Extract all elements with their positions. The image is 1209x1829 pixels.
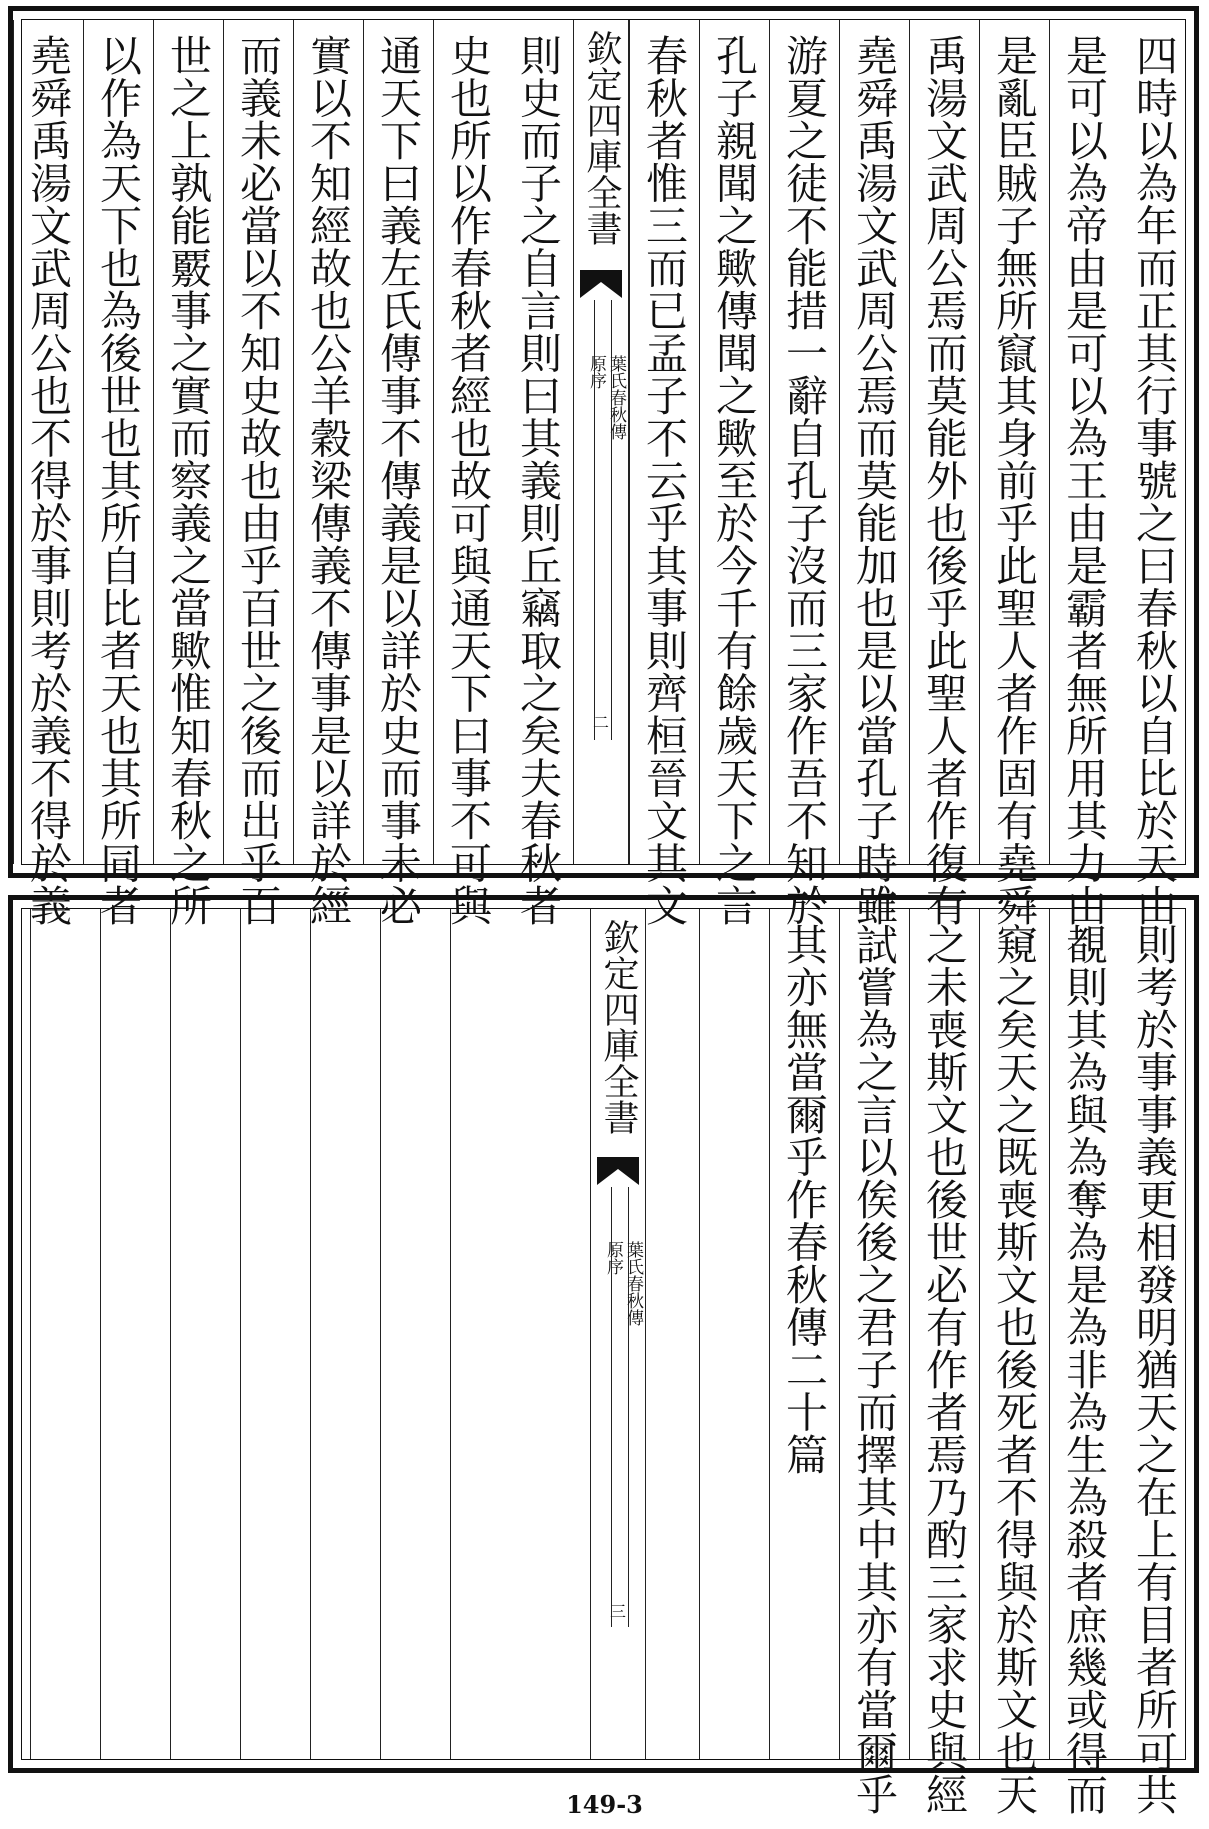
column-text: 試嘗為之言以俟後之君子而擇其中其亦有當爾乎 [850, 923, 899, 1816]
column-text: 以作為天下也為後世也其所自比者天也其所同者 [94, 34, 143, 927]
column-text: 是可以為帝由是可以為王由是霸者無所用其力由 [1060, 34, 1109, 927]
text-column [909, 909, 979, 1816]
text-column [310, 909, 380, 1759]
book-title: 欽定四庫全書 [598, 919, 639, 1135]
upper-page [8, 6, 1199, 927]
text-column [769, 909, 839, 1759]
text-column [699, 20, 769, 927]
text-column [13, 20, 83, 927]
text-column [979, 20, 1049, 927]
book-title: 欽定四庫全書 [581, 30, 622, 246]
center-banner [573, 20, 629, 864]
column-text: 而義未必當以不知史故也由乎百世之後而出乎百 [234, 34, 283, 927]
text-column [240, 909, 310, 1759]
upper-page-frame [21, 19, 1186, 927]
text-column [629, 20, 699, 927]
fish-tail-mark-icon [597, 1157, 639, 1185]
section-sub-text: 原序 [603, 1241, 623, 1275]
text-column [503, 20, 573, 927]
leaf-number: 三 [609, 1602, 626, 1621]
leaf-number: 二 [592, 713, 609, 732]
column-text: 其亦無當爾乎作春秋傳二十篇 [780, 923, 829, 1476]
text-column [30, 909, 100, 1759]
text-column [433, 20, 503, 927]
text-column [699, 909, 769, 1759]
text-column [1119, 20, 1189, 927]
column-text: 則史而子之自言則曰其義則丘竊取之矣夫春秋者 [514, 34, 563, 927]
column-text: 通天下曰義左氏傳事不傳義是以詳於史而事未必 [374, 34, 423, 927]
text-column [1049, 909, 1119, 1816]
column-text: 實以不知經故也公羊穀梁傳義不傳事是以詳於經 [304, 34, 353, 927]
scan-page-number: 149-3 [566, 1790, 643, 1819]
column-text: 禹湯文武周公焉而莫能外也後乎此聖人者作復有 [920, 34, 969, 927]
text-column [363, 20, 433, 927]
center-banner [590, 909, 646, 1759]
text-column [170, 909, 240, 1759]
text-column [223, 20, 293, 927]
section-sub-text: 原序 [586, 355, 606, 389]
text-column [839, 909, 909, 1816]
column-text: 之未喪斯文也後世必有作者焉乃酌三家求史與經 [920, 923, 969, 1816]
column-text: 四時以為年而正其行事號之曰春秋以自比於天由 [1130, 34, 1179, 927]
column-text: 孔子親聞之歟傳聞之歟至於今千有餘歲天下之言 [710, 34, 759, 927]
column-text: 游夏之徒不能措一辭自孔子沒而三家作吾不知於 [780, 34, 829, 927]
column-text: 堯舜禹湯文武周公焉而莫能加也是以當孔子時雖 [850, 34, 899, 927]
column-text: 覩則其為與為奪為是為非為生為殺者庶幾或得而 [1060, 923, 1109, 1816]
text-column [769, 20, 839, 927]
text-column [380, 909, 450, 1759]
text-column [100, 909, 170, 1759]
column-text: 史也所以作春秋者經也故可與通天下曰事不可與 [444, 34, 493, 927]
column-text: 是亂臣賊子無所竄其身前乎此聖人者作固有堯舜 [990, 34, 1039, 927]
fish-tail-mark-icon [580, 270, 622, 298]
text-column [839, 20, 909, 927]
section-title-text: 葉氏春秋傳 [606, 355, 626, 440]
text-column [1049, 20, 1119, 927]
column-text: 則考於事事義更相發明猶天之在上有目者所可共 [1130, 923, 1179, 1816]
column-text: 春秋者惟三而已孟子不云乎其事則齊桓晉文其文 [640, 34, 689, 927]
text-column [979, 909, 1049, 1816]
text-column [293, 20, 363, 927]
text-column [83, 20, 153, 927]
column-text: 世之上孰能覈事之實而察義之當歟惟知春秋之所 [164, 34, 213, 927]
column-text: 堯舜禹湯文武周公也不得於事則考於義不得於義 [24, 34, 73, 927]
text-column [450, 909, 520, 1759]
column-text: 窺之矣天之既喪斯文也後死者不得與於斯文也天 [990, 923, 1039, 1816]
text-column [520, 909, 590, 1759]
text-column [1119, 909, 1189, 1816]
text-column [153, 20, 223, 927]
text-column [909, 20, 979, 927]
section-title-text: 葉氏春秋傳 [623, 1241, 643, 1326]
